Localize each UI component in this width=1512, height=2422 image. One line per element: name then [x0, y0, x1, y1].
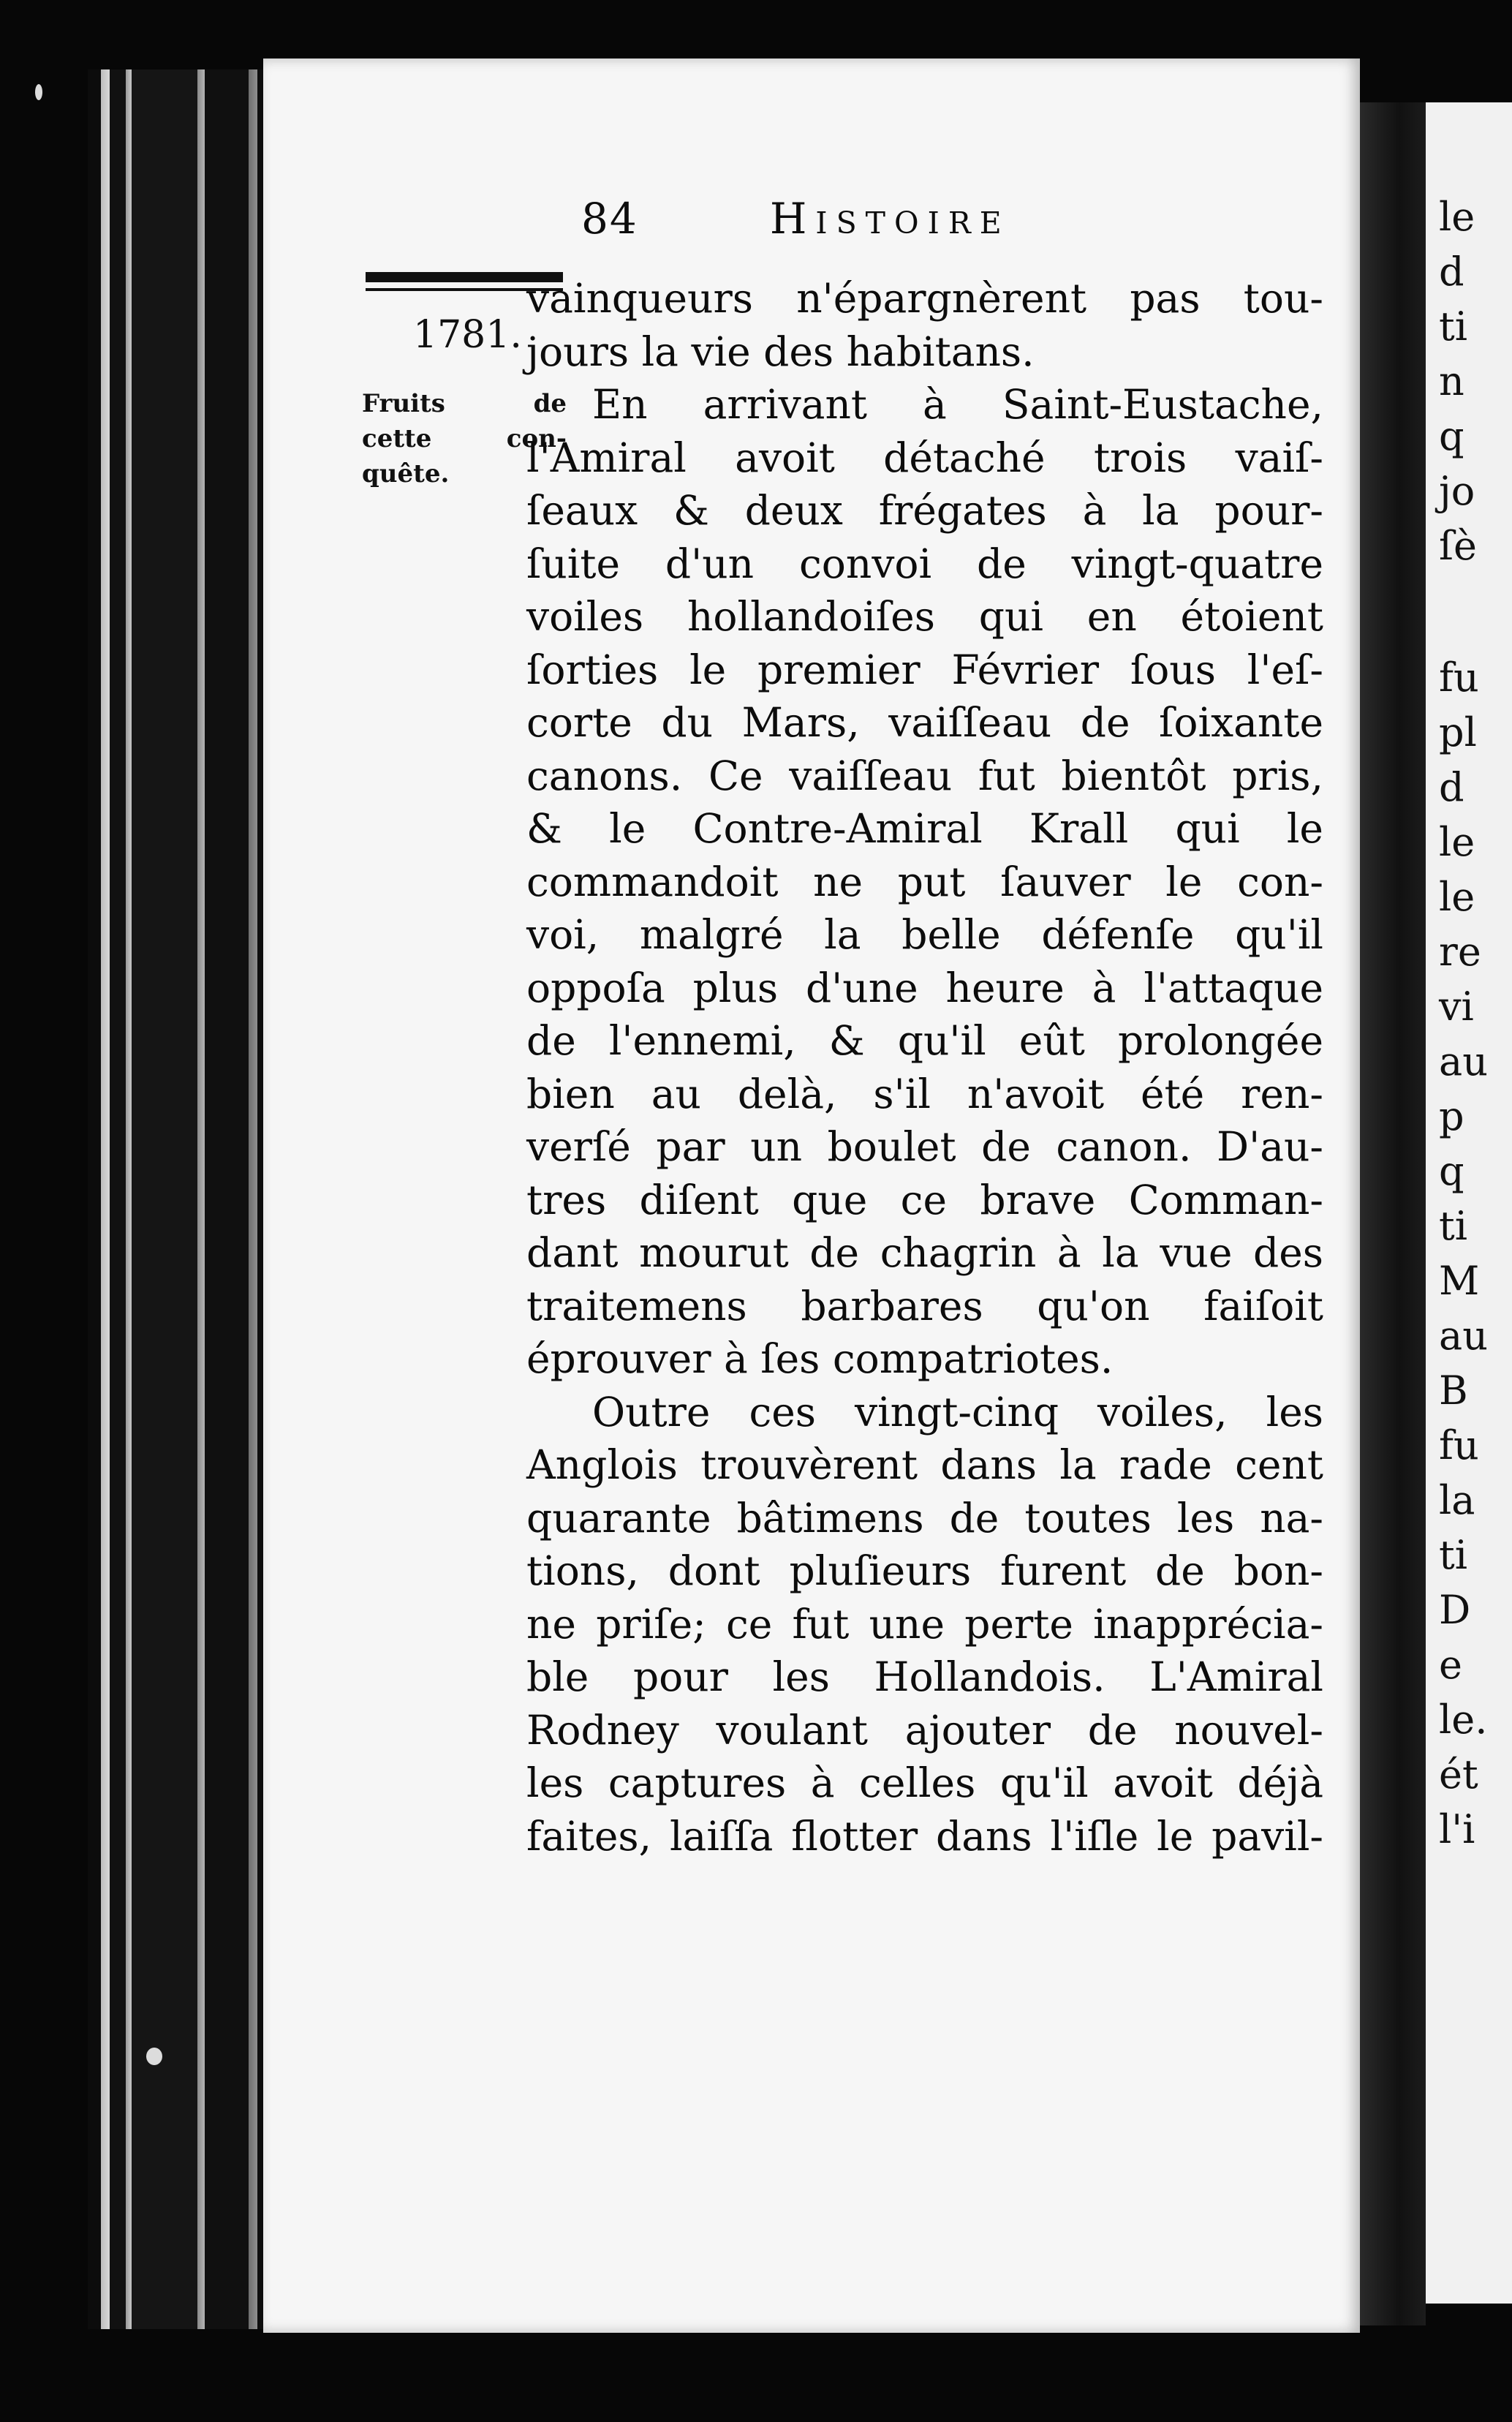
text-line: Outre ces vingt-cinq voiles, les	[592, 1388, 1323, 1436]
facing-page-text-fragment: p	[1439, 1093, 1464, 1139]
facing-page-text-fragment: q	[1439, 1148, 1464, 1194]
body-text	[526, 272, 1323, 1863]
margin-note-line: quête.	[362, 459, 450, 488]
margin-year: 1781.	[413, 313, 522, 357]
page-number: 84	[581, 194, 638, 244]
facing-page-text-fragment: au	[1439, 1038, 1488, 1084]
facing-page-text-fragment: re	[1439, 929, 1481, 975]
book-spine-edge	[88, 69, 263, 2329]
text-line: quarante bâtimens de toutes les na-	[526, 1494, 1323, 1542]
facing-page-text-fragment: le.	[1439, 1697, 1488, 1743]
facing-page-text-fragment: fu	[1439, 654, 1479, 701]
facing-page-text-fragment: n	[1439, 358, 1464, 404]
facing-page-text-fragment: q	[1439, 413, 1464, 459]
running-head-title: Histoire	[769, 194, 1010, 244]
page-gutter	[1360, 102, 1426, 2325]
text-line: commandoit ne put ſauver le con-	[526, 858, 1323, 905]
facing-page-text-fragment: d	[1439, 764, 1464, 810]
facing-page-text-fragment: au	[1439, 1313, 1488, 1359]
text-line: Anglois trouvèrent dans la rade cent	[526, 1441, 1323, 1488]
facing-page-text-fragment: pl	[1439, 709, 1477, 755]
facing-page-text-fragment: e	[1439, 1642, 1462, 1688]
facing-page-text-fragment: la	[1439, 1477, 1475, 1523]
text-line: ble pour les Hollandois. L'Amiral	[526, 1653, 1323, 1700]
facing-page-text-fragment: ti	[1439, 303, 1467, 350]
facing-page-text-fragment: ti	[1439, 1203, 1467, 1249]
text-line: éprouver à ſes compatriotes.	[526, 1335, 1114, 1382]
text-line: Rodney voulant ajouter de nouvel-	[526, 1706, 1323, 1754]
facing-page-text-fragment: ti	[1439, 1532, 1467, 1578]
text-line: bien au delà, s'il n'avoit été ren-	[526, 1070, 1323, 1117]
margin-note-line: cette con-	[362, 424, 567, 453]
text-line: & le Contre-Amiral Krall qui le	[526, 805, 1323, 852]
text-line: corte du Mars, vaiſſeau de ſoixante	[526, 699, 1323, 746]
facing-page-text-fragment: jo	[1439, 468, 1475, 514]
facing-page-text-fragment: le	[1439, 874, 1475, 920]
text-line: voi, malgré la belle défenſe qu'il	[526, 911, 1323, 958]
text-line: ne priſe; ce fut une perte inapprécia-	[526, 1600, 1323, 1648]
facing-page-text-fragment: d	[1439, 249, 1464, 295]
text-line: de l'ennemi, & qu'il eût prolongée	[526, 1017, 1323, 1064]
text-line: En arrivant à Saint-Eustache,	[592, 381, 1323, 428]
facing-page-text-fragment: D	[1439, 1587, 1471, 1633]
text-line: oppoſa plus d'une heure à l'attaque	[526, 964, 1323, 1011]
running-header	[581, 194, 1010, 244]
scan-speck	[35, 84, 42, 100]
text-line: traitemens barbares qu'on faiſoit	[526, 1282, 1323, 1329]
text-line: ſeaux & deux frégates à la pour-	[526, 487, 1323, 534]
text-line: faites, laiſſa flotter dans l'iſle le pavil-	[526, 1812, 1323, 1860]
text-line: dant mourut de chagrin à la vue des	[526, 1229, 1323, 1276]
text-line: tres diſent que ce brave Comman-	[526, 1176, 1323, 1223]
margin-note-line: Fruits de	[362, 389, 567, 418]
facing-page-text-fragment: vi	[1439, 984, 1474, 1030]
text-line: jours la vie des habitans.	[526, 328, 1035, 375]
text-line: tions, dont pluſieurs furent de bon-	[526, 1547, 1323, 1594]
text-line: ſuite d'un convoi de vingt-quatre	[526, 540, 1323, 587]
text-line: l'Amiral avoit détaché trois vaiſ-	[526, 434, 1323, 481]
facing-page-text-fragment: le	[1439, 194, 1475, 240]
facing-page-text-fragment: M	[1439, 1258, 1480, 1304]
text-line: vainqueurs n'épargnèrent pas tou-	[526, 275, 1323, 322]
facing-page-fragment	[1426, 102, 1512, 2304]
text-line: ſorties le premier Février ſous l'eſ-	[526, 646, 1323, 693]
facing-page-text-fragment: B	[1439, 1367, 1468, 1414]
facing-page-text-fragment: fu	[1439, 1422, 1479, 1468]
text-line: verſé par un boulet de canon. D'au-	[526, 1123, 1323, 1170]
scan-speck	[146, 2048, 162, 2065]
text-line: canons. Ce vaiſſeau fut bientôt pris,	[526, 752, 1323, 799]
facing-page-text-fragment: ét	[1439, 1751, 1478, 1797]
text-line: voiles hollandoiſes qui en étoient	[526, 593, 1323, 640]
facing-page-text-fragment: le	[1439, 819, 1475, 865]
facing-page-text-fragment: ſè	[1439, 523, 1477, 569]
text-line: les captures à celles qu'il avoit déjà	[526, 1759, 1323, 1806]
facing-page-text-fragment: l'i	[1439, 1806, 1475, 1852]
